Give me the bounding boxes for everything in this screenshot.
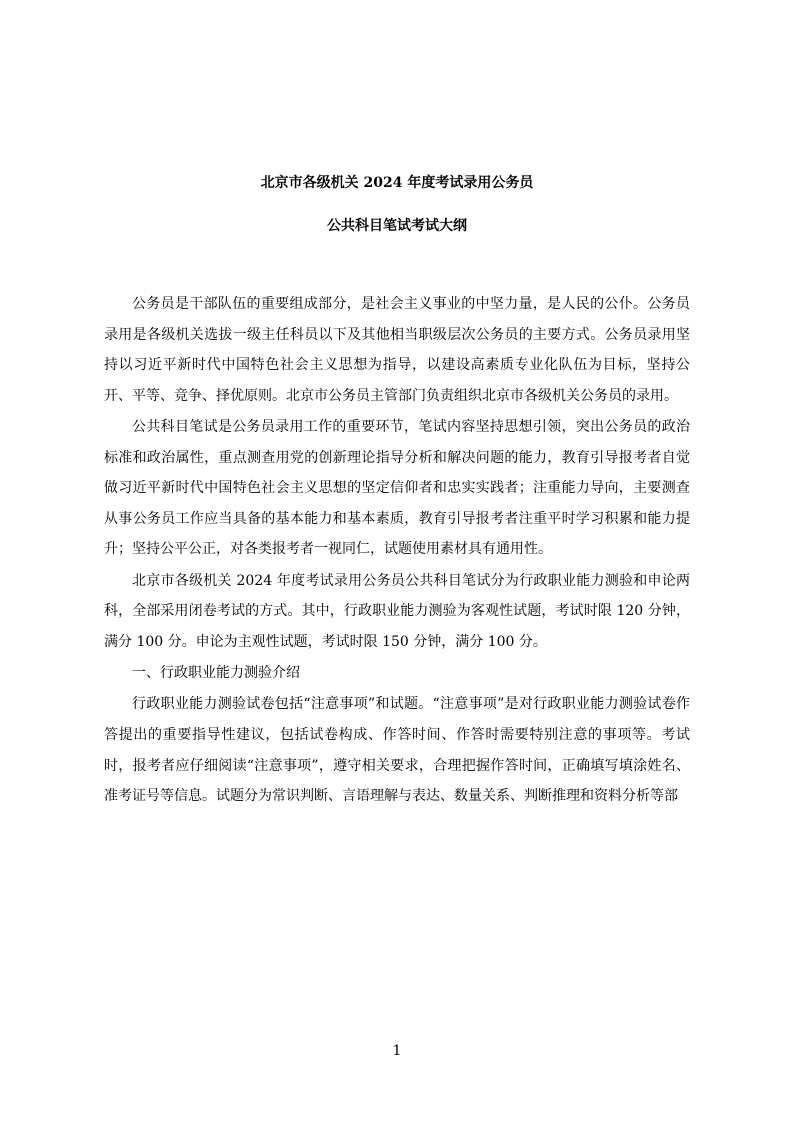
page-number: 1 [392,1043,402,1059]
document-title: 北京市各级机关 2024 年度考试录用公务员 [260,175,534,191]
paragraph-civil-servants: 公务员是干部队伍的重要组成部分，是社会主义事业的中坚力量，是人民的公仆。公务员录用是各级机关选拔一级主任科员以下及其他相当职级层次公务员的主要方式。公务员录用坚持以习近平新时代中国特色社会主义思想为指导，以建设高素质专业化队伍为目标，坚持公开、平等、竞争、择优原则。北京市公务员主管部门负责组织北京市各级机关公务员的录用。 [104,296,690,404]
section-heading-aptitude-test: 一、行政职业能力测验介绍 [132,665,300,682]
paragraph-exam-structure: 北京市各级机关 2024 年度考试录用公务员公共科目笔试分为行政职业能力测验和申论两科，全部采用闭卷考试的方式。其中，行政职业能力测验为客观性试题，考试时限 120 分钟，满分 100 分。申论为主观性试题，考试时限 150 分钟，满分 100 分。 [104,572,690,650]
paragraph-aptitude-test-intro: 行政职业能力测验试卷包括“注意事项”和试题。“注意事项”是对行政职业能力测验试卷作答提出的重要指导性建议，包括试卷构成、作答时间、作答时需要特别注意的事项等。考试时，报考者应仔细阅读“注意事项”，遵守相关要求，合理把握作答时间，正确填写填涂姓名、准考证号等信息。试题分为常识判断、言语理解与表达、数量关系、判断推理和资料分析等部 [104,696,690,805]
document-subtitle: 公共科目笔试考试大纲 [327,218,467,234]
paragraph-written-exam: 公共科目笔试是公务员录用工作的重要环节，笔试内容坚持思想引领，突出公务员的政治标准和政治属性，重点测查用党的创新理论指导分析和解决问题的能力，教育引导报考者自觉做习近平新时代中国特色社会主义思想的坚定信仰者和忠实实践者；注重能力导向，主要测查从事公务员工作应当具备的基本能力和基本素质，教育引导报考者注重平时学习积累和能力提升；坚持公平公正，对各类报考者一视同仁，试题使用素材具有通用性。 [104,419,690,558]
document-body [104,289,690,813]
